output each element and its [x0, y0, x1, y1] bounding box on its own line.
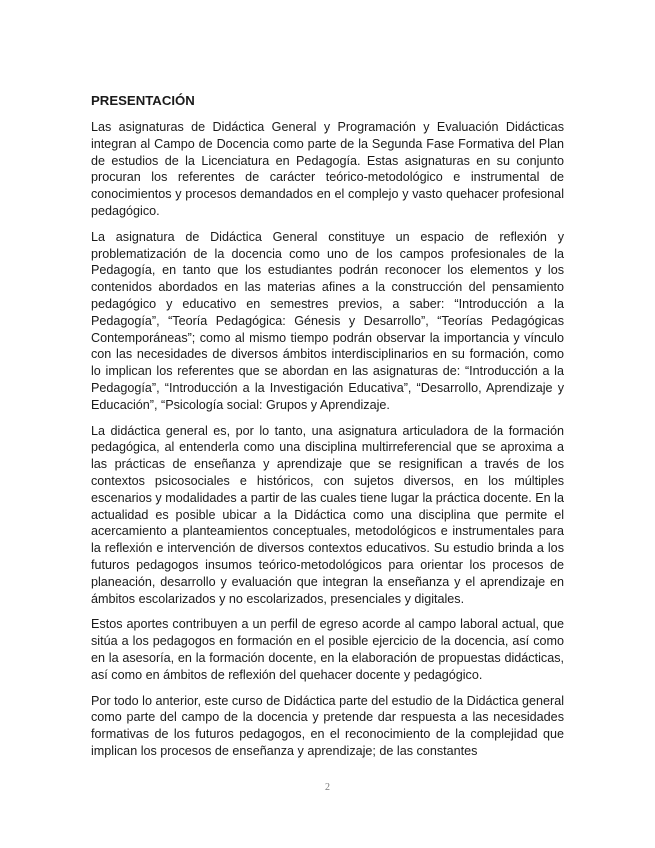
page-number: 2	[325, 782, 330, 793]
paragraph-3: La didáctica general es, por lo tanto, una asignatura articuladora de la formación pedagógica, al entenderla como una disciplina multirreferencial que se aproxima a las prácticas de enseñanza y aprendizaje que se resignifican a través de los contextos psicosociales e históricos, con sujetos diversos, en los múltiples escenarios y modalidades a partir de las cuales tiene lugar la práctica docente. En la actualidad es posible ubicar a la Didáctica como una disciplina que permite el acercamiento a planteamientos conceptuales, metodológicos e instrumentales para la reflexión e intervención de diversos contextos educativos. Su estudio brinda a los futuros pedagogos insumos teórico-metodológicos para orientar los procesos de planeación, desarrollo y evaluación que integran la enseñanza y el aprendizaje en ámbitos escolarizados y no escolarizados, presenciales y digitales.	[91, 423, 564, 606]
paragraph-4: Estos aportes contribuyen a un perfil de egreso acorde al campo laboral actual, que sitúa a los pedagogos en formación en el posible ejercicio de la docencia, así como en la asesoría, en la formación docente, en la elaboración de propuestas didácticas, así como en ámbitos de reflexión del quehacer docente y pedagógico.	[91, 617, 564, 682]
paragraph-5: Por todo lo anterior, este curso de Didáctica parte del estudio de la Didáctica general como parte del campo de la docencia y pretende dar respuesta a las necesidades formativas de los futuros pedagogos, en el reconocimiento de la complejidad que implican los procesos de enseñanza y aprendizaje; de las constantes	[91, 693, 564, 758]
section-heading: PRESENTACIÓN	[91, 93, 195, 108]
paragraph-1: Las asignaturas de Didáctica General y Programación y Evaluación Didácticas integran al Campo de Docencia como parte de la Segunda Fase Formativa del Plan de estudios de la Licenciatura en Pedagogía. Estas asignaturas en su conjunto procuran los referentes de carácter teórico-metodológico e instrumental de conocimientos y procesos demandados en el complejo y vasto quehacer profesional pedagógico.	[91, 120, 564, 218]
paragraph-2: La asignatura de Didáctica General constituye un espacio de reflexión y problematización de la docencia como uno de los campos profesionales de la Pedagogía, en tanto que los estudiantes podrán reconocer los elementos y los contenidos abordados en las materias afines a la construcción del pensamiento pedagógico y educativo en semestres previos, a saber: “Introducción a la Pedagogía”, “Teoría Pedagógica: Génesis y Desarrollo”, “Teorías Pedagógicas Contemporáneas”; como al mismo tiempo podrán observar la importancia y vínculo con las necesidades de diversos ámbitos interdisciplinarios en su formación, como lo implican los referentes que se abordan en las asignaturas de: “Introducción a la Pedagogía”, “Introducción a la Investigación Educativa”, “Desarrollo, Aprendizaje y Educación”, “Psicología social: Grupos y Aprendizaje.	[91, 229, 564, 412]
document-body	[91, 92, 564, 769]
